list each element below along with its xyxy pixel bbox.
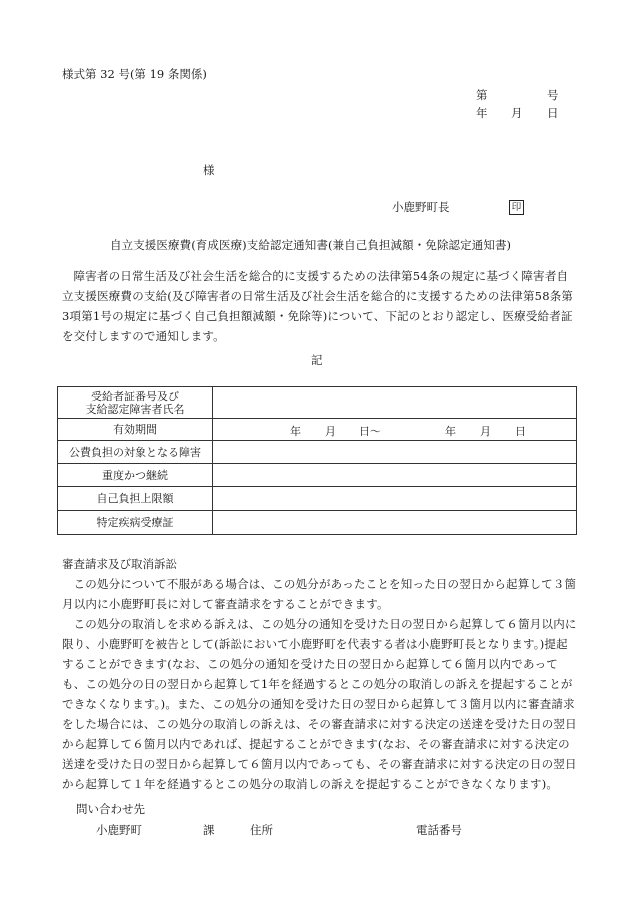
copay-limit-cell <box>213 487 577 511</box>
appeal-paragraph-1 <box>62 574 577 614</box>
ki-mark: 記 <box>311 353 323 367</box>
appeal-text-1: この処分について不服がある場合は、この処分があったことを知った日の翌日から起算して３箇月以内に小鹿野町長に対して審査請求をすることができます。 <box>62 577 577 611</box>
table-row <box>58 387 577 419</box>
table-row <box>58 511 577 535</box>
seal-stamp: 印 <box>509 200 524 215</box>
public-expense-label: 公費負担の対象となる障害 <box>58 441 213 464</box>
certification-table <box>57 386 577 535</box>
document-title: 自立支援医療費(育成医療)支給認定通知書(兼自己負担減額・免除認定通知書) <box>110 238 512 252</box>
body-text: 障害者の日常生活及び社会生活を総合的に支援するための法律第54条の規定に基づく障害者自立支援医療費の支給(及び障害者の日常生活及び社会生活を総合的に支援するための法律第58条第3項第1号の規定に基づく自己負担額減額・免除等)について、下記のとおり認定し、医療受給者証を交付しますので通知します。 <box>62 269 574 343</box>
period-end-day: 日 <box>515 425 526 438</box>
table-row <box>58 464 577 487</box>
date-day: 日 <box>547 106 559 120</box>
appeal-heading: 審査請求及び取消訴訟 <box>62 557 177 571</box>
contact-phone-label: 電話番号 <box>416 823 462 837</box>
recipient-value-cell <box>213 387 577 419</box>
period-start-year: 年 <box>290 425 301 438</box>
doc-number-dai: 第 <box>476 88 488 102</box>
table-label-cell <box>58 387 213 419</box>
form-number: 様式第 32 号(第 19 条関係) <box>62 67 207 81</box>
date-month: 月 <box>511 106 523 120</box>
contact-address-label: 住所 <box>250 823 273 837</box>
table-row <box>58 419 577 441</box>
copay-limit-label: 自己負担上限額 <box>58 487 213 511</box>
contact-heading: 問い合わせ先 <box>76 802 145 816</box>
contact-town: 小鹿野町 <box>96 823 142 837</box>
recipient-number-label: 受給者証番号及び <box>91 389 179 403</box>
validity-period-label: 有効期間 <box>58 419 213 441</box>
recipient-name-label: 支給認定障害者氏名 <box>85 402 185 416</box>
contact-ka: 課 <box>203 823 215 837</box>
issuer-title: 小鹿野町長 <box>392 200 450 214</box>
period-end-year: 年 <box>445 425 456 438</box>
appeal-paragraph-2 <box>62 614 577 794</box>
specific-disease-label: 特定疾病受療証 <box>58 511 213 535</box>
validity-period-cell <box>213 419 577 441</box>
period-end-month: 月 <box>480 425 491 438</box>
public-expense-cell <box>213 441 577 464</box>
body-paragraph <box>62 266 577 346</box>
date-year: 年 <box>476 106 488 120</box>
period-start-month: 月 <box>325 425 336 438</box>
severe-continuing-cell <box>213 464 577 487</box>
severe-continuing-label: 重度かつ継続 <box>58 464 213 487</box>
period-start-day: 日〜 <box>359 425 381 438</box>
addressee-sama: 様 <box>203 163 215 177</box>
table-row <box>58 441 577 464</box>
table-row <box>58 487 577 511</box>
doc-number-go: 号 <box>547 88 559 102</box>
specific-disease-cell <box>213 511 577 535</box>
appeal-text-2: この処分の取消しを求める訴えは、この処分の通知を受けた日の翌日から起算して６箇月以内に限り、小鹿野町を被告として(訴訟において小鹿野町を代表する者は小鹿野町長となります。)提起することができます(なお、この処分の通知を受けた日の翌日から起算して６箇月以内であっても、この処分の日の翌日から起算して1年を経過するとこの処分の取消しの訴えを提起することができなくなります。)。また、この処分の通知を受けた日の翌日から起算して３箇月以内に審査請求をした場合には、この処分の取消しの訴えは、その審査請求に対する決定の送達を受けた日の翌日から起算して６箇月以内であれば、提起することができます(なお、その審査請求に対する決定の送達を受けた日の翌日から起算して６箇月以内であっても、その審査請求に対する決定の日の翌日から起算して１年を経過するとこの処分の取消しの訴えを提起することができなくなります)。 <box>62 617 577 791</box>
